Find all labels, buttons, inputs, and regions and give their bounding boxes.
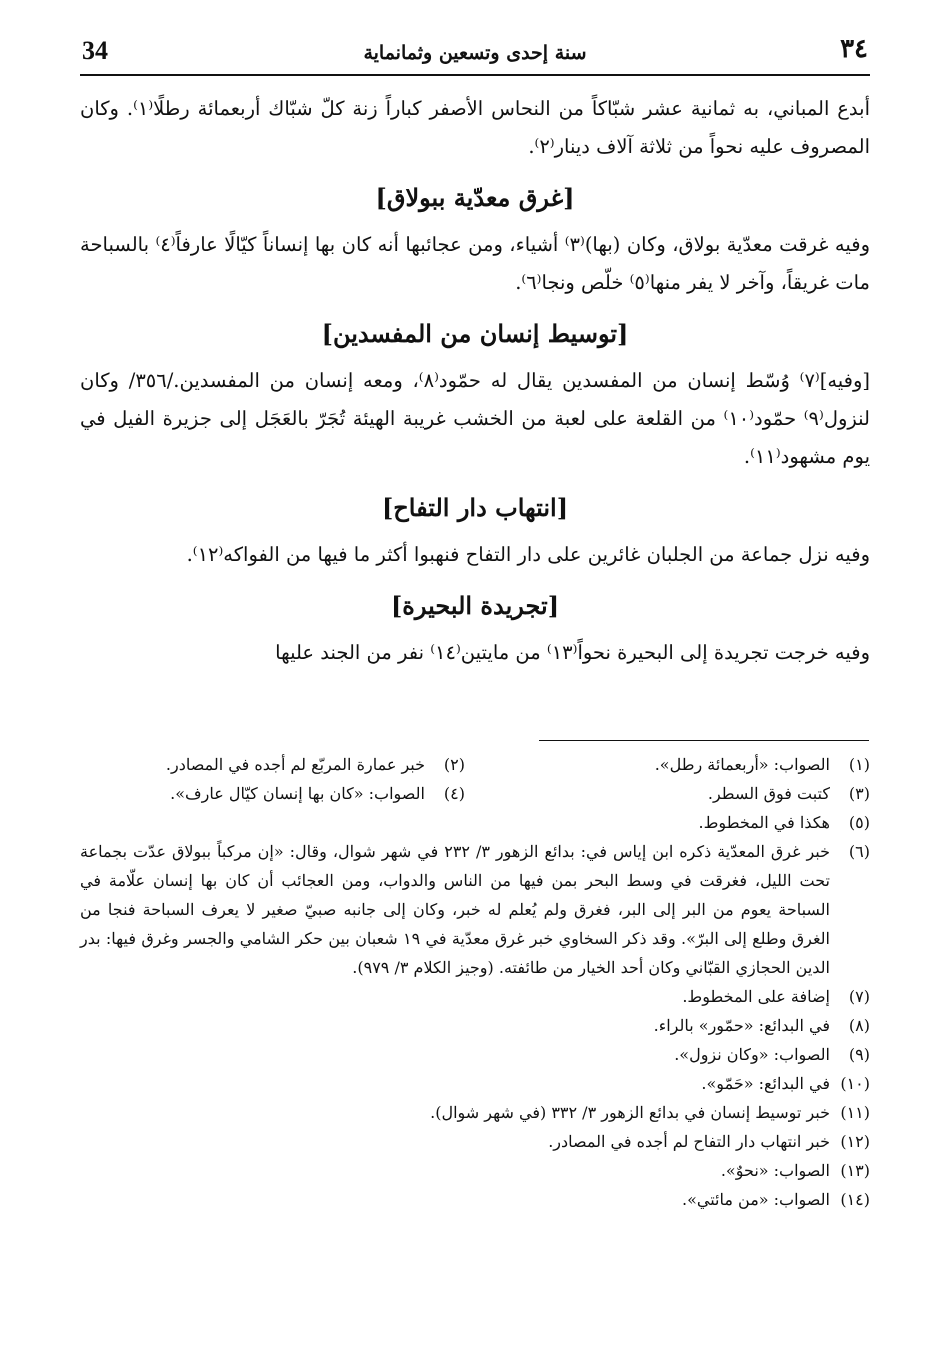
footnote-separator xyxy=(539,740,869,741)
footnote-number: (١٢) xyxy=(840,1132,870,1151)
footnote-12 xyxy=(80,1127,870,1156)
footnote-number: (١٤) xyxy=(840,1190,870,1209)
footnote-number: (١) xyxy=(848,755,870,774)
footnote-13 xyxy=(80,1156,870,1185)
footnote-5 xyxy=(80,808,870,837)
page-number-latin: 34 xyxy=(82,36,108,65)
section-heading-3: [انتهاب دار التفاح] xyxy=(381,493,569,522)
footnote-number: (٧) xyxy=(848,987,870,1006)
section-heading-2: [توسيط إنسان من المفسدين] xyxy=(321,319,629,348)
footnote-text: خبر انتهاب دار التفاح لم أجده في المصادر. xyxy=(548,1132,830,1151)
footnote-text: كتبت فوق السطر. xyxy=(707,784,830,803)
section-heading-1: [غرق معدّية ببولاق] xyxy=(375,183,575,212)
paragraph-3: [وفيه]⁽٧⁾ وُسّط إنسان من المفسدين يقال له حمّود⁽٨⁾، ومعه إنسان من المفسدين./٣٥٦/ وكان لنزول⁽٩⁾ حمّود⁽١٠⁾ من القلعة على لعبة من الخشب غريبة الهيئة تُجَرّ بالعَجَل إلى جزيرة الفيل في يوم مشهود⁽١١⁾. xyxy=(80,369,871,468)
footnote-1 xyxy=(485,750,870,779)
footnote-text: في البدائع: «حَمّو». xyxy=(701,1074,830,1093)
page-number-arabic: ٣٤ xyxy=(840,34,868,64)
footnote-10 xyxy=(80,1069,870,1098)
footnote-text: الصواب: «أربعمائة رطل». xyxy=(654,755,830,774)
paragraph-2: وفيه غرقت معدّية بولاق، وكان (بها)⁽٣⁾ أشياء، ومن عجائبها أنه كان بها إنساناً كيّالًا عارفاً⁽٤⁾ بالسباحة مات غريقاً، وآخر لا يفر منها⁽٥⁾ خلّص ونجا⁽٦⁾. xyxy=(80,233,870,294)
page-header xyxy=(80,30,870,76)
footnote-number: (٩) xyxy=(848,1045,870,1064)
footnote-text: إضافة على المخطوط. xyxy=(682,987,830,1006)
footnote-text: خبر غرق المعدّية ذكره ابن إياس في: بدائع الزهور ٣/ ٢٣٢ في شهر شوال، وقال: «إن مركباً ببولاق عدّت بجماعة تحت الليل، فغرقت في وسط البحر بمن فيها من الناس والدواب، ومن العجائب أن كان بها إنسان علّامة في السباحة يعوم من البر إلى البر، فغرق ولم يُعلم له خبر، وكان إلى جانبه صبيّ صغير لا يعرف السباحة فنجا من الغرق وطلع إلى البرّ». وقد ذكر السخاوي خبر غرق معدّية في ١٩ شعبان بين حكر الشامي والجسر وغرق فيها: بدر الدين الحجازي القبّاني وكان أحد الخيار من طائفته. (وجيز الكلام ٣/ ٩٧٩). xyxy=(80,842,831,977)
footnote-2 xyxy=(80,750,465,779)
footnote-14 xyxy=(80,1185,870,1214)
footnotes xyxy=(80,750,870,1214)
footnote-3 xyxy=(485,779,870,808)
footnote-number: (٦) xyxy=(848,842,870,861)
footnote-text: هكذا في المخطوط. xyxy=(698,813,830,832)
footnote-text: خبر توسيط إنسان في بدائع الزهور ٣/ ٣٣٢ (في شهر شوال). xyxy=(430,1103,830,1122)
footnote-number: (٨) xyxy=(848,1016,870,1035)
main-text xyxy=(80,90,870,672)
footnote-text: الصواب: «نحوٌ». xyxy=(720,1161,830,1180)
footnote-number: (٣) xyxy=(848,784,870,803)
paragraph-5: وفيه خرجت تجريدة إلى البحيرة نحواً⁽١٣⁾ من مايتين⁽١٤⁾ نفر من الجند عليها xyxy=(275,641,870,664)
footnote-number: (٤) xyxy=(443,784,465,803)
paragraph-4: وفيه نزل جماعة من الجلبان غائرين على دار التفاح فنهبوا أكثر ما فيها من الفواكه⁽١٢⁾. xyxy=(186,543,870,566)
footnote-text: الصواب: «كان بها إنسان كيّال عارف». xyxy=(170,784,425,803)
footnote-8 xyxy=(80,1011,870,1040)
footnote-number: (١١) xyxy=(840,1103,870,1122)
footnote-number: (٥) xyxy=(848,813,870,832)
footnote-7 xyxy=(80,982,870,1011)
footnote-6 xyxy=(80,837,870,982)
footnote-number: (٢) xyxy=(443,755,465,774)
footnote-9 xyxy=(80,1040,870,1069)
footnote-number: (١٠) xyxy=(840,1074,870,1093)
footnote-text: الصواب: «وكان نزول». xyxy=(674,1045,830,1064)
footnote-text: خبر عمارة المربّع لم أجده في المصادر. xyxy=(165,755,425,774)
footnote-number: (١٣) xyxy=(840,1161,870,1180)
footnotes-two-column xyxy=(80,750,870,808)
footnote-4 xyxy=(80,779,465,808)
footnote-text: في البدائع: «حمّور» بالراء. xyxy=(653,1016,830,1035)
paragraph-1: أبدع المباني، به ثمانية عشر شبّاكاً من النحاس الأصفر كباراً زنة كلّ شبّاك أربعمائة رطلًا⁽١⁾. وكان المصروف عليه نحواً من ثلاثة آلاف دينار⁽٢⁾. xyxy=(80,97,871,158)
section-heading-4: [تجريدة البحيرة] xyxy=(390,591,560,620)
footnote-11 xyxy=(80,1098,870,1127)
footnote-text: الصواب: «من مائتي». xyxy=(681,1190,830,1209)
running-title: سنة إحدى وتسعين وثمانماية xyxy=(363,42,587,64)
